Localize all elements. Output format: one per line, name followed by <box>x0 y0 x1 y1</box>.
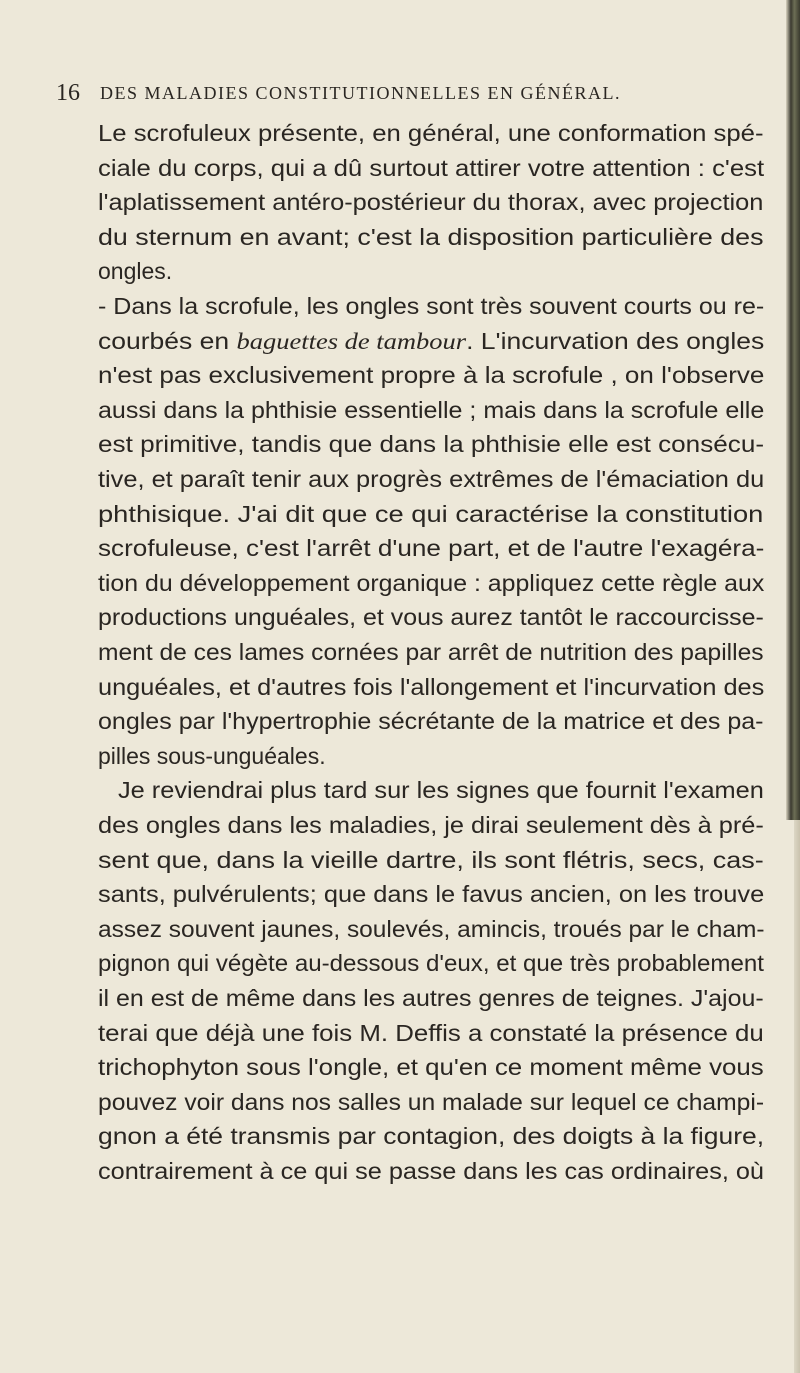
text-line: courbés en baguettes de tambour. L'incurvation des ongles <box>98 327 765 354</box>
text-line: sants, pulvérulents; que dans le favus ancien, on les trouve <box>98 881 765 908</box>
text-line: pouvez voir dans nos salles un malade sur lequel ce champi- <box>98 1088 765 1115</box>
text-line: Je reviendrai plus tard sur les signes que fournit l'examen <box>118 777 764 804</box>
text-line: - Dans la scrofule, les ongles sont très souvent courts ou re- <box>98 293 765 319</box>
text-line: ongles par l'hypertrophie sécrétante de la matrice et des pa- <box>98 708 764 735</box>
text-line: terai que déjà une fois M. Deffis a constaté la présence du <box>98 1019 764 1046</box>
text-line: des ongles dans les maladies, je dirai seulement dès à pré- <box>98 812 764 838</box>
text-line: productions unguéales, et vous aurez tantôt le raccourcisse- <box>98 604 764 631</box>
text-line: aussi dans la phthisie essentielle ; mais dans la scrofule elle <box>98 396 765 423</box>
text-line: tion du développement organique : appliquez cette règle aux <box>98 569 765 596</box>
text-line: phthisique. J'ai dit que ce qui caractérise la constitution <box>98 500 764 527</box>
text-line: Le scrofuleux présente, en général, une conformation spé- <box>98 120 764 146</box>
text-line: pilles sous-unguéales. <box>98 742 326 769</box>
text-line: contrairement à ce qui se passe dans les cas ordinaires, où <box>98 1158 764 1184</box>
text-line: ment de ces lames cornées par arrêt de nutrition des papilles <box>98 639 764 665</box>
text-line: est primitive, tandis que dans la phthisie elle est consécu- <box>98 431 765 458</box>
text-line: assez souvent jaunes, soulevés, amincis, troués par le cham- <box>98 915 765 942</box>
text-line: trichophyton sous l'ongle, et qu'en ce moment même vous <box>98 1054 764 1081</box>
text-line: ongles. <box>98 258 173 285</box>
text-line: il en est de même dans les autres genres de teignes. J'ajou- <box>98 985 764 1011</box>
text-line: pignon qui végète au-dessous d'eux, et que très probablement <box>98 950 764 977</box>
text-line: l'aplatissement antéro-postérieur du thorax, avec projection <box>98 189 764 216</box>
page-number: 16 <box>56 80 80 106</box>
running-title: DES MALADIES CONSTITUTIONNELLES EN GÉNÉRAL. <box>100 83 621 103</box>
text-line: unguéales, et d'autres fois l'allongement et l'incurvation des <box>98 673 765 700</box>
text-line: scrofuleuse, c'est l'arrêt d'une part, et de l'autre l'exagéra- <box>98 535 765 562</box>
text-line: sent que, dans la vieille dartre, ils sont flétris, secs, cas- <box>98 846 764 873</box>
text-line: n'est pas exclusivement propre à la scrofule , on l'observe <box>98 362 765 389</box>
text-line: du sternum en avant; c'est la disposition particulière des <box>98 223 764 250</box>
text-line: gnon a été transmis par contagion, des doigts à la figure, <box>98 1123 765 1150</box>
text-line: ciale du corps, qui a dû surtout attirer votre attention : c'est <box>98 154 765 181</box>
text-line: tive, et paraît tenir aux progrès extrêmes de l'émaciation du <box>98 466 765 492</box>
